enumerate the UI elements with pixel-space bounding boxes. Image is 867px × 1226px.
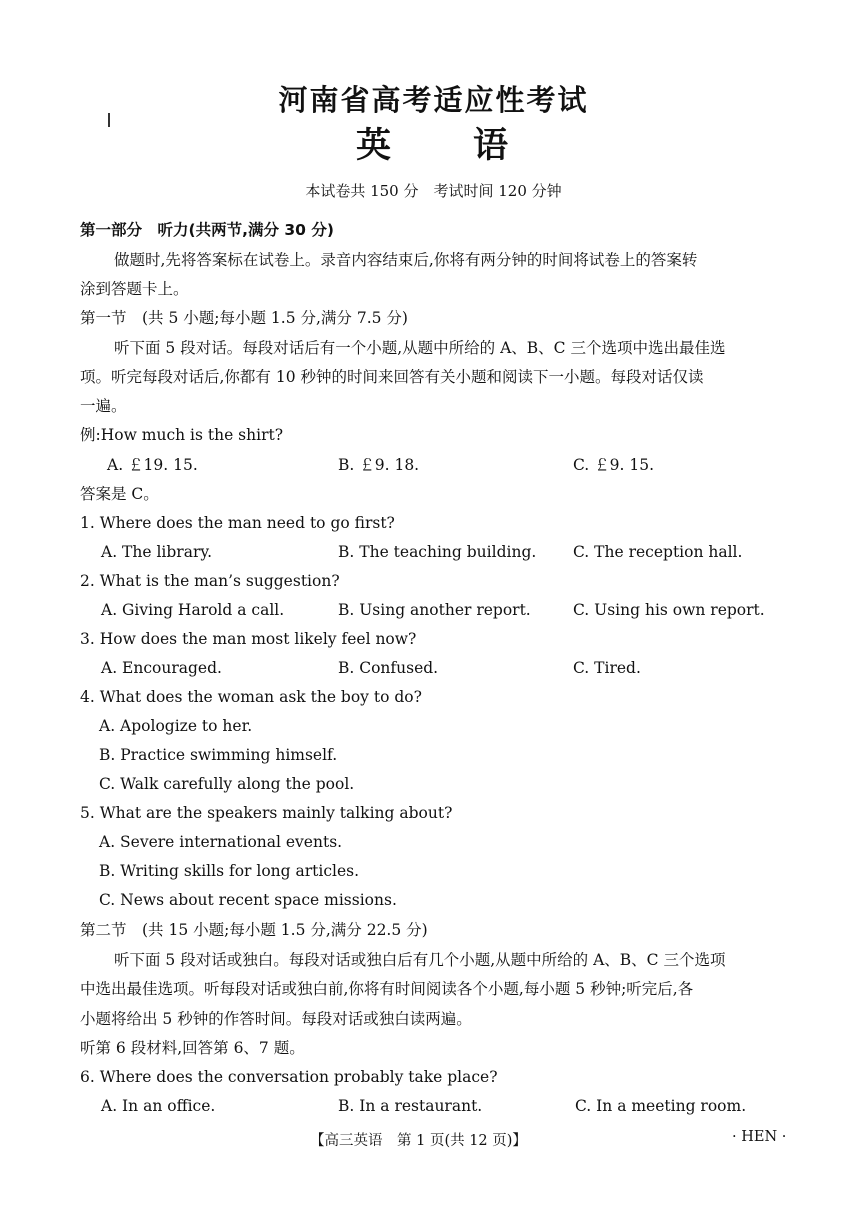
section2-heading: 第二节 (共 15 小题;每小题 1.5 分,满分 22.5 分) [80,921,428,939]
q3-option-c: C. Tired. [573,659,641,677]
exam-title: 河南省高考适应性考试 [278,83,589,117]
q6-option-b: B. In a restaurant. [338,1097,483,1115]
section2-instr-line2: 中选出最佳选项。听每段对话或独白前,你将有时间阅读各个小题,每小题 5 秒钟;听完后,各 [80,980,694,998]
question-6: 6. Where does the conversation probably take place? [80,1068,498,1086]
q2-option-c: C. Using his own report. [573,601,765,619]
section1-instr-line3: 一遍。 [80,397,127,415]
q1-option-b: B. The teaching building. [338,543,537,561]
q5-option-c: C. News about recent space missions. [99,891,397,909]
part1-intro-line2: 涂到答题卡上。 [80,280,189,298]
q4-option-c: C. Walk carefully along the pool. [99,775,355,793]
q1-option-c: C. The reception hall. [573,543,743,561]
page-footer-label: 【高三英语 第 1 页(共 12 页)】 [310,1133,527,1149]
q4-option-a: A. Apologize to her. [99,717,253,735]
material-6-note: 听第 6 段材料,回答第 6、7 题。 [80,1039,305,1057]
question-1: 1. Where does the man need to go first? [80,514,395,532]
example-option-a: A. ￡19. 15. [107,456,198,474]
question-5: 5. What are the speakers mainly talking about? [80,804,453,822]
exam-subtitle: 本试卷共 150 分 考试时间 120 分钟 [305,182,562,200]
q2-option-a: A. Giving Harold a call. [101,601,285,619]
section1-instr-line1: 听下面 5 段对话。每段对话后有一个小题,从题中所给的 A、B、C 三个选项中选出最佳选 [114,339,726,357]
subject-char-1: 英 [356,126,392,166]
question-4: 4. What does the woman ask the boy to do? [80,688,422,706]
q5-option-b: B. Writing skills for long articles. [99,862,360,880]
example-question: 例:How much is the shirt? [80,426,284,444]
q3-option-a: A. Encouraged. [101,659,222,677]
section2-instr-line1: 听下面 5 段对话或独白。每段对话或独白后有几个小题,从题中所给的 A、B、C 三个选项 [114,951,726,969]
q1-option-a: A. The library. [101,543,212,561]
q2-option-b: B. Using another report. [338,601,531,619]
question-3: 3. How does the man most likely feel now? [80,630,417,648]
q6-option-c: C. In a meeting room. [575,1097,747,1115]
section1-instr-line2: 项。听完每段对话后,你都有 10 秒钟的时间来回答有关小题和阅读下一小题。每段对话仅读 [80,368,704,386]
example-answer: 答案是 C。 [80,485,159,503]
q6-option-a: A. In an office. [101,1097,216,1115]
section2-instr-line3: 小题将给出 5 秒钟的作答时间。每段对话或独白读两遍。 [80,1010,472,1028]
part1-heading: 第一部分 听力(共两节,满分 30 分) [80,221,334,239]
q4-option-b: B. Practice swimming himself. [99,746,338,764]
q3-option-b: B. Confused. [338,659,439,677]
example-option-b: B. ￡9. 18. [338,456,420,474]
subject-char-2: 语 [473,126,509,166]
q5-option-a: A. Severe international events. [99,833,343,851]
example-option-c: C. ￡9. 15. [573,456,655,474]
section1-heading: 第一节 (共 5 小题;每小题 1.5 分,满分 7.5 分) [80,309,408,327]
page-footer-code: · HEN · [732,1129,787,1145]
part1-intro-line1: 做题时,先将答案标在试卷上。录音内容结束后,你将有两分钟的时间将试卷上的答案转 [114,251,698,269]
question-2: 2. What is the man’s suggestion? [80,572,340,590]
